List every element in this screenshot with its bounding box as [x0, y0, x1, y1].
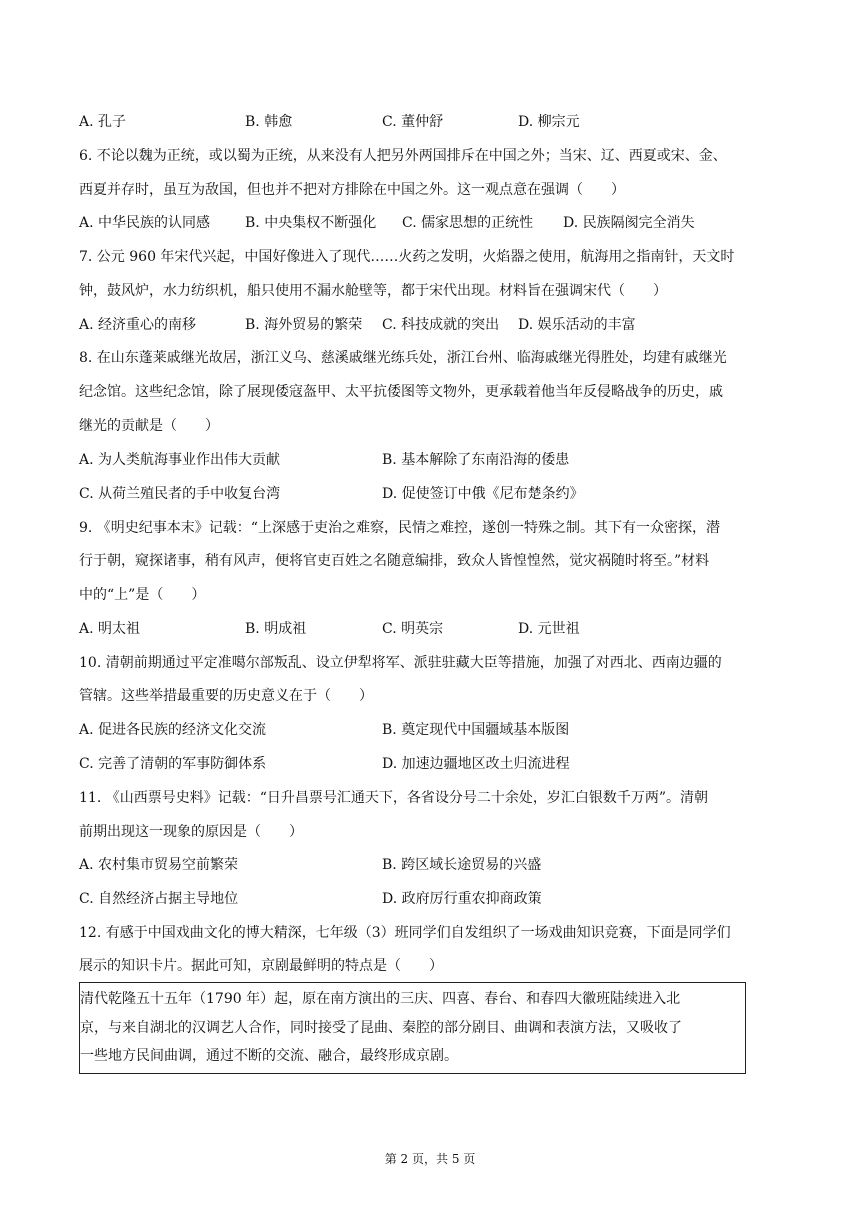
q8-stem-line-2: 纪念馆。这些纪念馆，除了展现倭寇盔甲、太平抗倭图等文物外，更承载着他当年反侵略战争的历史，戚 — [79, 384, 723, 400]
q9-stem-line-3: 中的“上”是（ ） — [79, 587, 206, 603]
q5-option-d: D. 柳宗元 — [518, 114, 580, 130]
q9-stem-line-2: 行于朝，窥探诸事，稍有风声，便将官吏百姓之名随意编排，致众人皆惶惶然，觉灾祸随时将至。”材料 — [79, 553, 710, 569]
q11-option-b: B. 跨区域长途贸易的兴盛 — [382, 857, 542, 873]
q11-option-c: C. 自然经济占据主导地位 — [79, 891, 239, 907]
q10-option-c: C. 完善了清朝的军事防御体系 — [79, 756, 267, 772]
q10-stem-line-1: 10. 清朝前期通过平定准噶尔部叛乱、设立伊犁将军、派驻驻藏大臣等措施，加强了对西北、西南边疆的 — [79, 655, 722, 671]
q7-option-d: D. 娱乐活动的丰富 — [518, 317, 636, 333]
q12-stem-line-2: 展示的知识卡片。据此可知，京剧最鲜明的特点是（ ） — [79, 958, 443, 974]
q6-stem-line-1: 6. 不论以魏为正统，或以蜀为正统，从来没有人把另外两国排斥在中国之外；当宋、辽、西夏或宋、金、 — [79, 148, 727, 164]
q10-option-d: D. 加速边疆地区改土归流进程 — [382, 756, 570, 772]
q11-option-d: D. 政府厉行重农抑商政策 — [382, 891, 542, 907]
q10-option-b: B. 奠定现代中国疆域基本版图 — [382, 722, 570, 738]
q9-option-a: A. 明太祖 — [79, 621, 141, 637]
q8-option-b: B. 基本解除了东南沿海的倭患 — [382, 452, 570, 468]
q12-stem-line-1: 12. 有感于中国戏曲文化的博大精深，七年级（3）班同学们自发组织了一场戏曲知识竞赛，下面是同学们 — [79, 925, 731, 941]
knowledge-card-line-2: 京，与来自湖北的汉调艺人合作，同时接受了昆曲、秦腔的部分剧目、曲调和表演方法，又吸收了 — [80, 1020, 682, 1036]
q9-option-b: B. 明成祖 — [245, 621, 307, 637]
q6-option-a: A. 中华民族的认同感 — [79, 215, 211, 231]
page-footer: 第 2 页，共 5 页 — [384, 1152, 476, 1166]
knowledge-card-line-3: 一些地方民间曲调，通过不断的交流、融合，最终形成京剧。 — [80, 1048, 458, 1064]
q7-stem-line-2: 钟，鼓风炉，水力纺织机，船只使用不漏水舱壁等，都于宋代出现。材料旨在强调宋代（ ） — [79, 283, 667, 299]
q7-stem-line-1: 7. 公元 960 年宋代兴起，中国好像进入了现代……火药之发明，火焰器之使用，航海用之指南针，天文时 — [79, 249, 735, 265]
q10-option-a: A. 促进各民族的经济文化交流 — [79, 722, 267, 738]
q6-option-b: B. 中央集权不断强化 — [245, 215, 377, 231]
q8-stem-line-3: 继光的贡献是（ ） — [79, 418, 219, 434]
q9-stem-line-1: 9. 《明史纪事本末》记载：“上深感于吏治之难察，民情之难控，遂创一特殊之制。其下有一众密探，潜 — [79, 520, 720, 536]
q7-option-c: C. 科技成就的突出 — [382, 317, 500, 333]
q11-stem-line-2: 前期出现这一现象的原因是（ ） — [79, 824, 303, 840]
q6-stem-line-2: 西夏并存时，虽互为敌国，但也并不把对方排除在中国之外。这一观点意在强调（ ） — [79, 182, 625, 198]
q9-option-c: C. 明英宗 — [382, 621, 444, 637]
q11-stem-line-1: 11. 《山西票号史料》记载：“日升昌票号汇通天下，各省设分号二十余处，岁汇白银数千万两”。清朝 — [79, 790, 709, 806]
q7-option-b: B. 海外贸易的繁荣 — [245, 317, 363, 333]
q8-option-d: D. 促使签订中俄《尼布楚条约》 — [382, 486, 584, 502]
q8-option-a: A. 为人类航海事业作出伟大贡献 — [79, 452, 281, 468]
q8-stem-line-1: 8. 在山东蓬莱戚继光故居，浙江义乌、慈溪戚继光练兵处，浙江台州、临海戚继光得胜处，均建有戚继光 — [79, 350, 727, 366]
q9-option-d: D. 元世祖 — [518, 621, 580, 637]
q5-option-a: A. 孔子 — [79, 114, 127, 130]
q8-option-c: C. 从荷兰殖民者的手中收复台湾 — [79, 486, 281, 502]
q11-option-a: A. 农村集市贸易空前繁荣 — [79, 857, 239, 873]
q5-option-c: C. 董仲舒 — [382, 114, 444, 130]
knowledge-card-line-1: 清代乾隆五十五年（1790 年）起，原在南方演出的三庆、四喜、春台、和春四大徽班陆续进入北 — [80, 991, 681, 1007]
q7-option-a: A. 经济重心的南移 — [79, 317, 197, 333]
q10-stem-line-2: 管辖。这些举措最重要的历史意义在于（ ） — [79, 688, 373, 704]
q6-option-c: C. 儒家思想的正统性 — [402, 215, 534, 231]
q5-option-b: B. 韩愈 — [245, 114, 293, 130]
knowledge-card — [79, 982, 746, 1074]
q6-option-d: D. 民族隔阂完全消失 — [563, 215, 695, 231]
